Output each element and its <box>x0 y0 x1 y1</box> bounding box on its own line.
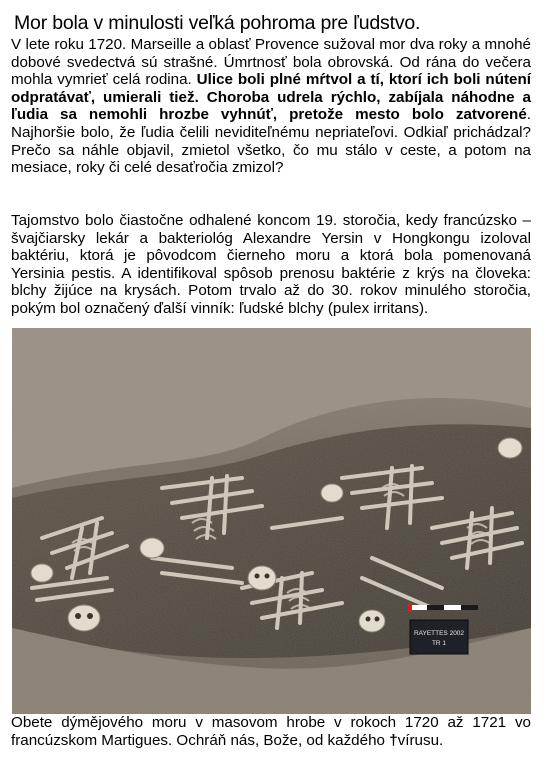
intro-text-1: V lete roku 1720. Marseille a oblasť Provence sužoval mor dva roky a mnohé dobové svedectvá sú strašné. Úmrtnosť bola obrovská. Od rána do večera mohla vymrieť celá rodina. <box>11 36 531 89</box>
mass-grave-photo <box>12 328 531 714</box>
dagger-icon: † <box>389 731 398 749</box>
intro-bold-text: Ulice boli plné mŕtvol a tí, ktorí ich boli nútení odpratávať, umierali tiež. Choroba udrela rýchlo, zabíjala náhodne a ľudia sa nemohli hrozbe vyhnúť, pretože mesto bolo zatvorené <box>11 71 531 124</box>
caption-end: vírusu. <box>397 731 444 749</box>
intro-paragraph <box>11 36 531 177</box>
intro-text-2: . Najhoršie bolo, že ľudia čelili neviditeľnému nepriateľovi. Odkiaľ prichádzal? Prečo sa náhle objavil, zmietol všetko, čo mu stálo v ceste, a potom na mesiace, roky či celé desaťročia zmizol? <box>11 106 531 177</box>
sign-text-2: TR 1 <box>431 640 447 647</box>
page-title: Mor bola v minulosti veľká pohroma pre ľudstvo. <box>14 12 421 34</box>
yersin-paragraph: Tajomstvo bolo čiastočne odhalené koncom 19. storočia, kedy francúzsko – švajčiarsky lekár a bakteriológ Alexandre Yersin v Hongkongu izoloval baktériu, ktorá je pôvodcom čierneho moru a ktorá bola pomenovaná Yersinia pestis. A identifikoval spôsob prenosu baktérie z krýs na človeka: blchy žijúce na krysách. Potom trvalo až do 30. rokov minulého storočia, pokým bol označený ďalší vinník: ľudské blchy (pulex irritans). <box>11 212 531 317</box>
caption-text: Obete dýmějového moru v masovom hrobe v rokoch 1720 až 1721 vo francúzskom Martigues. Ochráň nás, Bože, od každého <box>11 714 531 749</box>
sign-text-1: RAYETTES 2002 <box>413 630 465 637</box>
photo-caption <box>11 714 531 749</box>
